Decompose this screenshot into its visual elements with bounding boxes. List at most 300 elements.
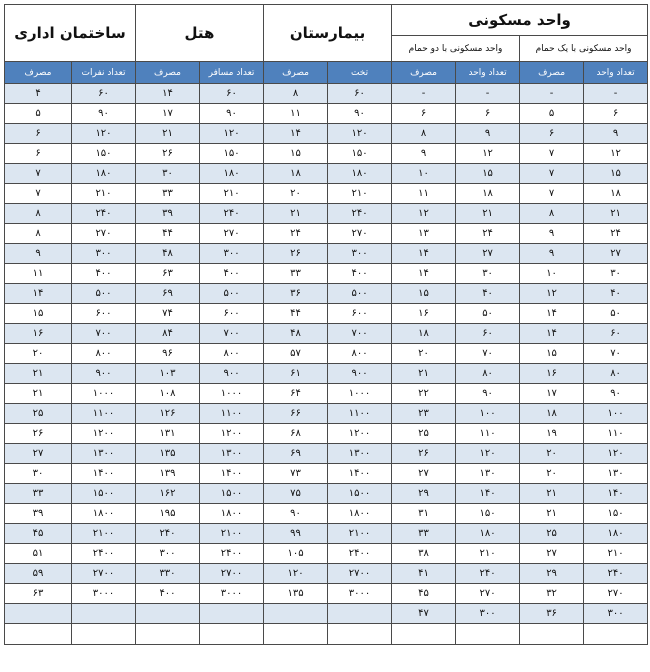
table-cell: ۱۴۰: [456, 484, 520, 504]
table-cell: [264, 604, 328, 624]
table-cell: ۱۵۰: [72, 144, 136, 164]
table-cell: ۸: [520, 204, 584, 224]
table-cell: ۹۰۰: [328, 364, 392, 384]
table-cell: ۷۰۰: [72, 324, 136, 344]
table-row: [5, 324, 648, 344]
table-cell: ۶: [392, 104, 456, 124]
table-cell: ۶۳: [5, 584, 72, 604]
table-cell: ۹۰: [200, 104, 264, 124]
table-cell: ۱۹۵: [136, 504, 200, 524]
table-cell: ۱۰۰۰: [200, 384, 264, 404]
table-cell-empty: [200, 624, 264, 645]
table-cell: ۲۹: [520, 564, 584, 584]
table-cell: ۴۰۰: [136, 584, 200, 604]
table-cell-empty: [520, 624, 584, 645]
table-cell: ۱۵: [520, 344, 584, 364]
table-cell: ۸: [5, 204, 72, 224]
table-cell: ۷۰۰: [328, 324, 392, 344]
table-cell: ۵۰۰: [200, 284, 264, 304]
table-cell: ۲۷۰۰: [328, 564, 392, 584]
table-cell: ۱۸۰۰: [200, 504, 264, 524]
subgroup-one-bath: واحد مسکونی با یک حمام: [520, 36, 648, 62]
table-cell: ۱۶: [5, 324, 72, 344]
table-cell: ۲۶: [136, 144, 200, 164]
table-cell: ۶: [456, 104, 520, 124]
table-cell: ۱۳۰۰: [328, 444, 392, 464]
table-cell: ۱۸: [392, 324, 456, 344]
table-row: [5, 84, 648, 104]
table-cell: ۴۰۰: [72, 264, 136, 284]
table-cell: ۱۸: [456, 184, 520, 204]
table-cell: ۲۱۰: [328, 184, 392, 204]
table-cell: ۱۳۰: [584, 464, 648, 484]
table-cell: ۱۸۰: [584, 524, 648, 544]
table-cell: ۲۷۰: [72, 224, 136, 244]
table-cell: -: [584, 84, 648, 104]
table-cell: ۳۰۰۰: [200, 584, 264, 604]
table-cell: ۸۰: [456, 364, 520, 384]
table-cell: ۱۲۰: [456, 444, 520, 464]
table-cell: ۱۹: [520, 424, 584, 444]
table-cell: ۶: [5, 144, 72, 164]
table-cell: ۲۳: [392, 404, 456, 424]
table-row: [5, 404, 648, 424]
table-row: [5, 184, 648, 204]
table-cell: ۲۱: [584, 204, 648, 224]
table-cell: ۵۷: [264, 344, 328, 364]
table-row: [5, 284, 648, 304]
table-cell: ۱۵: [456, 164, 520, 184]
table-cell: ۲۱: [5, 384, 72, 404]
table-cell: ۶: [520, 124, 584, 144]
table-cell: ۲۷۰۰: [200, 564, 264, 584]
column-header: تعداد واحد: [584, 62, 648, 84]
table-cell: [328, 604, 392, 624]
table-cell: ۲۴۰: [584, 564, 648, 584]
table-cell: ۱۰۰: [584, 404, 648, 424]
table-cell: ۱۳۰۰: [72, 444, 136, 464]
table-cell: ۲۱: [520, 484, 584, 504]
table-cell: ۱۷: [520, 384, 584, 404]
table-cell: ۱۲۰: [72, 124, 136, 144]
table-cell: ۸۰: [584, 364, 648, 384]
table-cell: ۳۸: [392, 544, 456, 564]
table-cell: ۴۵: [5, 524, 72, 544]
table-cell-empty: [72, 624, 136, 645]
table-cell: ۱۸۰۰: [328, 504, 392, 524]
table-cell: ۲۰: [264, 184, 328, 204]
table-cell: ۲۱: [136, 124, 200, 144]
table-cell: ۲۱: [392, 364, 456, 384]
table-row: [5, 124, 648, 144]
table-cell: ۱۰۸: [136, 384, 200, 404]
table-cell: ۸۰۰: [72, 344, 136, 364]
table-cell: ۵: [5, 104, 72, 124]
table-cell-empty: [584, 624, 648, 645]
table-cell: ۴۰۰: [328, 264, 392, 284]
table-cell: ۶۰: [72, 84, 136, 104]
table-cell: ۱۰۰۰: [328, 384, 392, 404]
table-cell: ۵: [520, 104, 584, 124]
table-cell: ۱۸: [584, 184, 648, 204]
table-cell: [72, 604, 136, 624]
table-cell-empty: [136, 624, 200, 645]
table-cell: ۶۳: [136, 264, 200, 284]
table-row: [5, 524, 648, 544]
table-cell: ۲۱: [520, 504, 584, 524]
table-row: [5, 444, 648, 464]
table-cell: ۴: [5, 84, 72, 104]
table-cell: ۷۰: [456, 344, 520, 364]
table-cell: ۴۵: [392, 584, 456, 604]
table-cell: ۷۳: [264, 464, 328, 484]
table-cell: ۳۰: [584, 264, 648, 284]
table-cell: ۳۳: [392, 524, 456, 544]
table-cell: ۲۲: [392, 384, 456, 404]
column-header: تعداد واحد: [456, 62, 520, 84]
table-cell: ۲۱۰۰: [200, 524, 264, 544]
table-cell: ۷: [520, 164, 584, 184]
table-cell: ۱۲: [392, 204, 456, 224]
table-row: [5, 364, 648, 384]
table-cell: ۴۰: [456, 284, 520, 304]
table-cell: ۱۴: [392, 264, 456, 284]
table-cell: ۱۰۵: [264, 544, 328, 564]
table-cell: ۲۴۰: [456, 564, 520, 584]
column-header: مصرف: [5, 62, 72, 84]
table-cell: ۶۰: [456, 324, 520, 344]
table-cell: ۸: [5, 224, 72, 244]
table-cell: ۱۲۰۰: [72, 424, 136, 444]
table-cell: ۳۲: [520, 584, 584, 604]
table-cell: ۹: [392, 144, 456, 164]
table-cell: ۱۲: [456, 144, 520, 164]
table-cell: ۶: [584, 104, 648, 124]
table-cell: ۲۱۰۰: [72, 524, 136, 544]
table-cell: ۱۴۰۰: [200, 464, 264, 484]
table-cell: ۱۳۵: [136, 444, 200, 464]
table-cell: ۲۴: [264, 224, 328, 244]
table-cell: ۲۱۰: [72, 184, 136, 204]
table-cell: ۴۸: [136, 244, 200, 264]
water-consumption-table: [4, 4, 648, 645]
table-cell: ۴۷: [392, 604, 456, 624]
table-cell: ۲۱۰: [456, 544, 520, 564]
table-cell: ۲۵: [5, 404, 72, 424]
table-cell: ۷۴: [136, 304, 200, 324]
table-row: [5, 224, 648, 244]
table-row: [5, 304, 648, 324]
table-cell: ۱۵: [392, 284, 456, 304]
table-row: [5, 484, 648, 504]
table-cell-empty: [328, 624, 392, 645]
table-cell: ۵۰: [456, 304, 520, 324]
table-cell-empty: [5, 624, 72, 645]
table-cell: ۱۴: [264, 124, 328, 144]
table-cell: ۲۹: [392, 484, 456, 504]
table-row: [5, 464, 648, 484]
table-cell: ۸۴: [136, 324, 200, 344]
table-cell: ۱۶: [520, 364, 584, 384]
table-cell: ۵۰: [584, 304, 648, 324]
table-cell: ۹۰: [72, 104, 136, 124]
table-cell: ۵۱: [5, 544, 72, 564]
table-cell: ۲۱۰۰: [328, 524, 392, 544]
column-header: مصرف: [264, 62, 328, 84]
table-cell: ۳۰۰: [72, 244, 136, 264]
table-cell: ۹: [5, 244, 72, 264]
table-cell: ۱۳۹: [136, 464, 200, 484]
table-cell: ۲۴۰۰: [328, 544, 392, 564]
table-cell: ۲۴۰۰: [200, 544, 264, 564]
table-cell: ۱۱: [392, 184, 456, 204]
table-cell: ۲۴۰: [200, 204, 264, 224]
table-cell: ۱۵۰۰: [72, 484, 136, 504]
table-cell: ۶: [5, 124, 72, 144]
table-cell: ۲۴: [584, 224, 648, 244]
table-cell: ۱۲: [584, 144, 648, 164]
table-cell: ۱۸: [264, 164, 328, 184]
table-cell: ۶۱: [264, 364, 328, 384]
column-header: مصرف: [392, 62, 456, 84]
table-cell: ۲۴: [456, 224, 520, 244]
group-hotel: هتل: [136, 5, 264, 62]
table-cell: ۹۰: [584, 384, 648, 404]
table-cell: ۸: [392, 124, 456, 144]
table-cell: ۹۰: [328, 104, 392, 124]
table-cell: ۳۶: [264, 284, 328, 304]
table-cell: ۱۵۰: [200, 144, 264, 164]
table-cell: ۱۵۰: [328, 144, 392, 164]
table-cell: ۲۱۰: [200, 184, 264, 204]
table-cell: ۱۵: [584, 164, 648, 184]
table-cell: ۶۰: [200, 84, 264, 104]
table-cell: ۱۳: [392, 224, 456, 244]
table-cell: ۱۴: [520, 324, 584, 344]
table-cell: ۷: [520, 144, 584, 164]
table-cell-empty: [392, 624, 456, 645]
table-cell: ۲۱: [5, 364, 72, 384]
table-cell: ۱۱۰۰: [200, 404, 264, 424]
table-row: [5, 164, 648, 184]
table-row: [5, 244, 648, 264]
table-row: [5, 584, 648, 604]
table-cell: ۹: [584, 124, 648, 144]
table-cell: ۳۰۰: [136, 544, 200, 564]
subgroup-two-bath: واحد مسکونی با دو حمام: [392, 36, 520, 62]
table-cell: ۱۱۰: [584, 424, 648, 444]
table-cell: ۱۸: [520, 404, 584, 424]
table-row: [5, 424, 648, 444]
table-cell: ۹: [520, 244, 584, 264]
table-body: [5, 84, 648, 645]
table-cell: ۳۰: [5, 464, 72, 484]
table-cell: ۴۱: [392, 564, 456, 584]
table-cell: ۹: [456, 124, 520, 144]
table-cell: ۳۰۰: [328, 244, 392, 264]
table-cell: ۲۴۰: [136, 524, 200, 544]
table-cell: ۲۵: [392, 424, 456, 444]
table-row: [5, 104, 648, 124]
table-cell: ۳۳: [5, 484, 72, 504]
table-cell: ۱۴۰۰: [72, 464, 136, 484]
table-cell: ۹: [520, 224, 584, 244]
table-cell: ۸۰۰: [328, 344, 392, 364]
table-cell: ۲۰: [392, 344, 456, 364]
table-cell: ۲۷: [456, 244, 520, 264]
table-cell: ۳۰۰: [456, 604, 520, 624]
table-cell: ۱۲۰: [200, 124, 264, 144]
table-cell: ۱۶۲: [136, 484, 200, 504]
table-cell: ۱۲۰: [328, 124, 392, 144]
table-cell: ۱۵۰: [456, 504, 520, 524]
table-cell: ۱۱۰۰: [72, 404, 136, 424]
column-header: تعداد نفرات: [72, 62, 136, 84]
table-cell: ۱۲۰: [584, 444, 648, 464]
table-cell: ۲۴۰۰: [72, 544, 136, 564]
table-cell: ۶۹: [136, 284, 200, 304]
table-cell: ۲۷۰: [584, 584, 648, 604]
table-cell: ۳۰۰: [584, 604, 648, 624]
table-cell: ۲۶: [5, 424, 72, 444]
table-row: [5, 544, 648, 564]
table-row: [5, 564, 648, 584]
table-cell: ۹۰۰: [200, 364, 264, 384]
table-cell: ۲۷: [520, 544, 584, 564]
table-cell: [200, 604, 264, 624]
table-cell: ۳۹: [136, 204, 200, 224]
table-cell: ۲۱: [264, 204, 328, 224]
table-cell: ۱۶: [392, 304, 456, 324]
table-cell: ۱۵۰۰: [200, 484, 264, 504]
table-cell: ۹۶: [136, 344, 200, 364]
table-cell: ۱۴: [136, 84, 200, 104]
table-cell: ۶۰۰: [72, 304, 136, 324]
table-cell: ۲۵: [520, 524, 584, 544]
table-cell: ۲۷: [584, 244, 648, 264]
table-cell: -: [456, 84, 520, 104]
table-cell: ۲۷: [392, 464, 456, 484]
table-cell: ۱۲۰۰: [200, 424, 264, 444]
table-cell: ۳۱: [392, 504, 456, 524]
table-row: [5, 604, 648, 624]
table-cell: ۱۵۰: [584, 504, 648, 524]
table-cell: ۳۰۰۰: [328, 584, 392, 604]
table-cell: ۱۵: [5, 304, 72, 324]
table-cell: ۶۰۰: [328, 304, 392, 324]
table-cell: ۳۰۰۰: [72, 584, 136, 604]
table-cell: ۱۵۰۰: [328, 484, 392, 504]
table-cell: ۳۳: [264, 264, 328, 284]
table-cell: ۱۱: [5, 264, 72, 284]
table-cell: ۸: [264, 84, 328, 104]
table-cell: ۵۹: [5, 564, 72, 584]
table-cell: ۱۰: [392, 164, 456, 184]
table-cell: ۱۸۰۰: [72, 504, 136, 524]
table-cell: ۷: [5, 164, 72, 184]
table-cell: ۲۰: [520, 444, 584, 464]
table-cell: ۲۷: [5, 444, 72, 464]
table-cell-empty: [264, 624, 328, 645]
table-cell: ۹۰: [456, 384, 520, 404]
table-cell: ۱۲۰: [264, 564, 328, 584]
table-cell: [5, 604, 72, 624]
table-cell: ۱۳۱: [136, 424, 200, 444]
water-consumption-table-container: [4, 4, 647, 645]
table-cell: ۱۳۵: [264, 584, 328, 604]
group-office: ساختمان اداری: [5, 5, 136, 62]
table-cell: ۳۹: [5, 504, 72, 524]
table-row: [5, 204, 648, 224]
table-row: [5, 344, 648, 364]
table-cell: ۲۶: [264, 244, 328, 264]
table-cell: ۶۹: [264, 444, 328, 464]
column-header: تخت: [328, 62, 392, 84]
table-cell: ۷۵: [264, 484, 328, 504]
table-cell: ۶۴: [264, 384, 328, 404]
table-cell: ۷۰: [584, 344, 648, 364]
table-cell: ۱۱: [264, 104, 328, 124]
table-cell: ۹۹: [264, 524, 328, 544]
table-cell: ۱۸۰: [456, 524, 520, 544]
table-cell: ۴۸: [264, 324, 328, 344]
table-cell: ۱۱۰: [456, 424, 520, 444]
table-cell-empty: [456, 624, 520, 645]
table-cell: ۳۳۰: [136, 564, 200, 584]
table-cell: ۵۰۰: [328, 284, 392, 304]
table-cell: ۲۱۰: [584, 544, 648, 564]
table-cell: ۱۴: [5, 284, 72, 304]
table-cell: ۸۰۰: [200, 344, 264, 364]
table-cell: -: [392, 84, 456, 104]
table-cell: ۷: [520, 184, 584, 204]
table-cell: ۱۱۰۰: [328, 404, 392, 424]
table-row: [5, 504, 648, 524]
table-cell: ۱۳۰: [456, 464, 520, 484]
table-cell: ۱۸۰: [328, 164, 392, 184]
table-cell: ۱۴: [520, 304, 584, 324]
table-cell: ۱۴۰: [584, 484, 648, 504]
table-cell: ۱۳۰۰: [200, 444, 264, 464]
group-hospital: بیمارستان: [264, 5, 392, 62]
table-cell: ۷۰۰: [200, 324, 264, 344]
table-cell: ۱۵: [264, 144, 328, 164]
table-cell: ۴۰: [584, 284, 648, 304]
table-cell: ۱۴: [392, 244, 456, 264]
table-cell: ۲۴۰: [328, 204, 392, 224]
table-cell: ۳۰: [456, 264, 520, 284]
table-cell: ۶۰: [328, 84, 392, 104]
table-row: [5, 264, 648, 284]
table-cell: ۹۰: [264, 504, 328, 524]
table-cell: ۲۶: [392, 444, 456, 464]
table-cell: ۱۰۰: [456, 404, 520, 424]
table-cell: ۵۰۰: [72, 284, 136, 304]
table-cell: ۳۰: [136, 164, 200, 184]
table-cell: ۱۲۰۰: [328, 424, 392, 444]
table-cell: ۲۷۰: [328, 224, 392, 244]
column-header: مصرف: [520, 62, 584, 84]
table-row-empty: [5, 624, 648, 645]
table-cell: ۶۶: [264, 404, 328, 424]
table-cell: [136, 604, 200, 624]
table-cell: ۱۷: [136, 104, 200, 124]
table-cell: ۲۴۰: [72, 204, 136, 224]
table-cell: ۲۰: [5, 344, 72, 364]
table-cell: ۳۳: [136, 184, 200, 204]
table-cell: ۳۶: [520, 604, 584, 624]
table-cell: ۱۸۰: [200, 164, 264, 184]
